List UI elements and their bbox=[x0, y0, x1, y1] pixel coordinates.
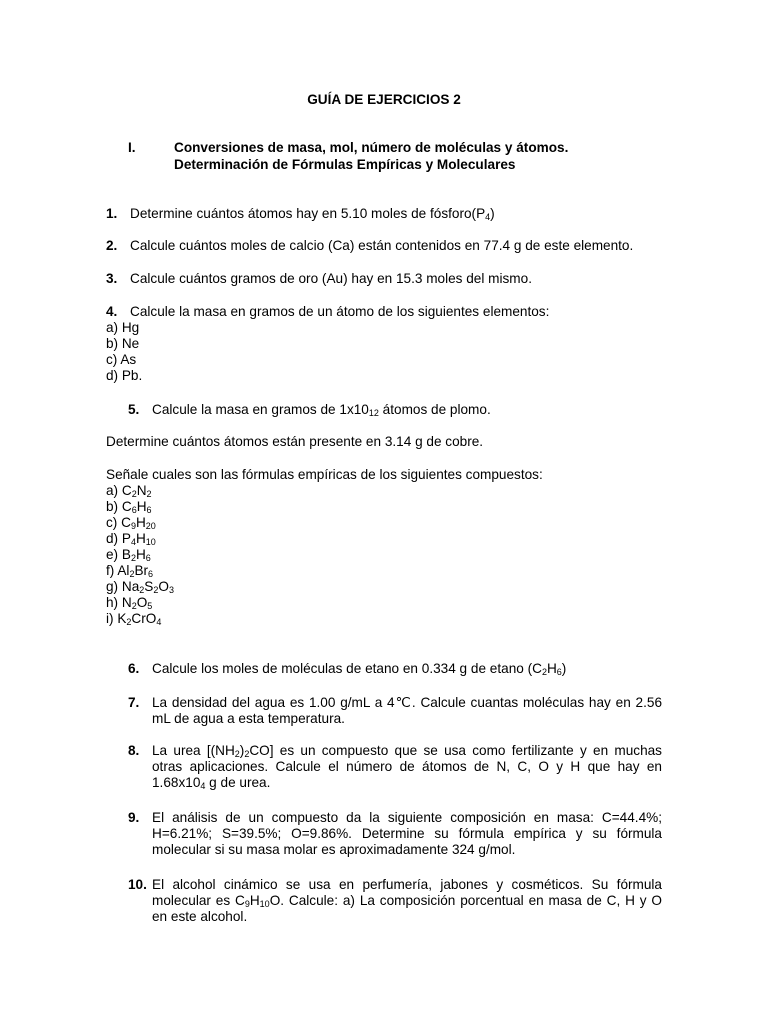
question-5: 5. Calcule la masa en gramos de $1x10_{12}$ átomos de plomo. bbox=[128, 402, 491, 418]
question-10: 10. El alcohol cinámico se usa en perfumería, jabones y cosméticos. Su fórmula molecular es $C_9H_{10}O$. Calcule: a) La composición porcentual en masa de C, H y O en este alcohol. bbox=[128, 877, 662, 924]
question-number: 5. bbox=[128, 402, 140, 417]
question-7: 7. La densidad del agua es 1.00 g/mL a 4℃. Calcule cuantas moléculas hay en 2.56 mL de agua a esta temperatura. bbox=[128, 695, 662, 726]
formula-item: g) $Na_2S_2O_3$ bbox=[106, 579, 174, 595]
question-8: 8. La urea $[(NH_2)_2CO]$ es un compuesto que se usa como fertilizante y en muchas otras aplicaciones. Calcule el número de átomos de N, C, O y H que hay en $1.68x10_4$ g de urea. bbox=[128, 743, 662, 791]
option-item: a) Hg bbox=[106, 320, 140, 335]
question-number: 9. bbox=[128, 810, 140, 825]
formula-item: b) $C_6H_6$ bbox=[106, 499, 152, 515]
formula-item: c) $C_9H_{20}$ bbox=[106, 515, 156, 531]
option-item: b) Ne bbox=[106, 336, 140, 351]
question-3: 3. Calcule cuántos gramos de oro (Au) hay en 15.3 moles del mismo. bbox=[106, 271, 532, 286]
question-copper: Determine cuántos átomos están presente en 3.14 g de cobre. bbox=[106, 434, 484, 449]
question-number: 2. bbox=[106, 238, 118, 253]
formula-item: a) $C_2N_2$ bbox=[106, 483, 152, 499]
question-9: 9. El análisis de un compuesto da la siguiente composición en masa: C=44.4%; H=6.21%; S=39.5%; O=9.86%. Determine su fórmula empírica y su fórmula molecular si su masa molar es aproximadamente 324 g/mol. bbox=[128, 810, 662, 857]
question-number: 7. bbox=[128, 695, 140, 710]
question-number: 6. bbox=[128, 661, 140, 676]
section-title-line1: Conversiones de masa, mol, número de moléculas y átomos. bbox=[174, 140, 569, 155]
formula-item: i) $K_2CrO_4$ bbox=[106, 611, 162, 627]
formula-item: h) $N_2O_5$ bbox=[106, 595, 153, 611]
formula-item: f) $Al_2Br_6$ bbox=[106, 563, 154, 579]
section-number: I. bbox=[128, 140, 136, 155]
question-number: 3. bbox=[106, 271, 118, 286]
question-empirical-intro: Señale cuales son las fórmulas empíricas de los siguientes compuestos: bbox=[106, 467, 543, 482]
question-number: 1. bbox=[106, 206, 118, 221]
question-number: 4. bbox=[106, 304, 118, 319]
formula-item: d) $P_4H_{10}$ bbox=[106, 531, 156, 547]
question-2: 2. Calcule cuántos moles de calcio (Ca) están contenidos en 77.4 g de este elemento. bbox=[106, 238, 634, 253]
option-item: c) As bbox=[106, 352, 137, 367]
option-item: d) Pb. bbox=[106, 368, 143, 383]
question-number: 10. bbox=[128, 877, 147, 892]
question-4: 4. Calcule la masa en gramos de un átomo de los siguientes elementos: bbox=[106, 304, 550, 319]
formula-item: e) $B_2H_6$ bbox=[106, 547, 151, 563]
question-6: 6. Calcule los moles de moléculas de etano en 0.334 g de etano $(C_2H_6)$ bbox=[128, 661, 567, 677]
question-1: 1. Determine cuántos átomos hay en 5.10 moles de $fósforo(P_4)$ bbox=[106, 206, 495, 222]
question-4-options bbox=[106, 320, 142, 384]
question-number: 8. bbox=[128, 743, 140, 758]
section-title-line2: Determinación de Fórmulas Empíricas y Moleculares bbox=[174, 157, 516, 172]
formula-list bbox=[106, 483, 174, 627]
page-title: GUÍA DE EJERCICIOS 2 bbox=[307, 92, 461, 107]
